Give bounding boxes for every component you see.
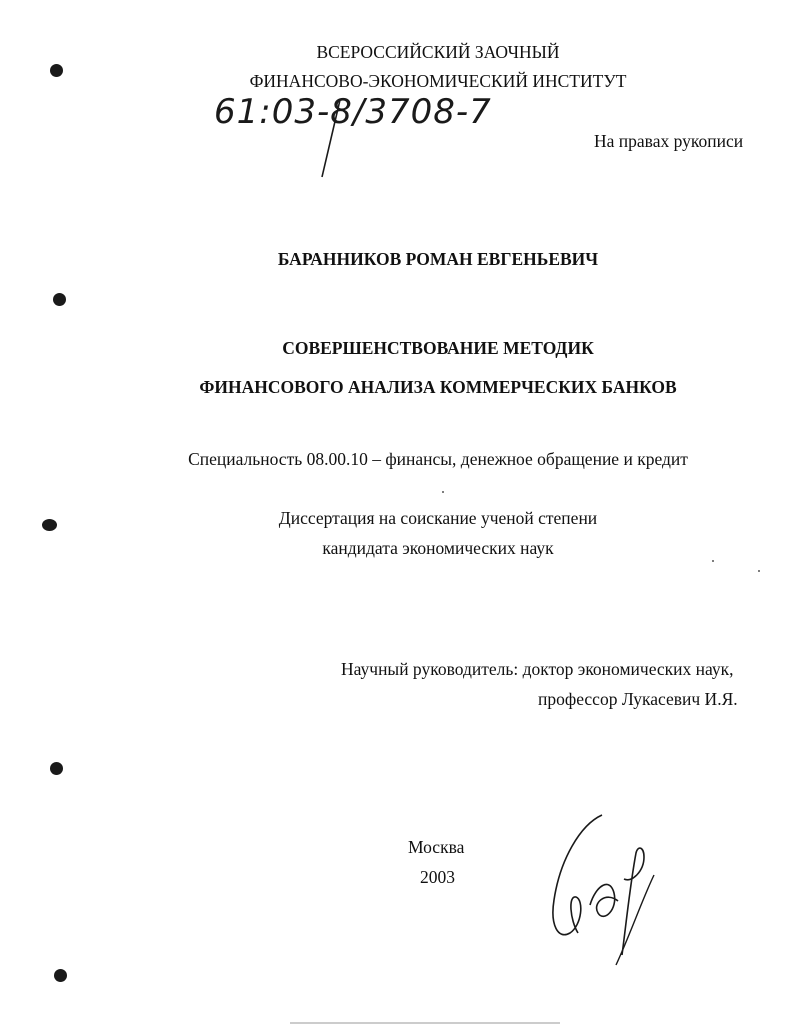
catalog-slash-stroke — [310, 95, 350, 185]
institute-name-line1: ВСЕРОССИЙСКИЙ ЗАОЧНЫЙ — [316, 42, 560, 62]
supervisor-line2: профессор Лукасевич И.Я. — [538, 689, 738, 709]
degree-line2: кандидата экономических наук — [322, 538, 554, 558]
city: Москва — [408, 837, 465, 857]
scan-speck — [758, 570, 760, 572]
thesis-title-line2: ФИНАНСОВОГО АНАЛИЗА КОММЕРЧЕСКИХ БАНКОВ — [199, 377, 677, 397]
degree-line1: Диссертация на соискание ученой степени — [278, 508, 598, 528]
year: 2003 — [420, 867, 455, 887]
page-bottom-edge — [0, 1020, 796, 1026]
institute-name-line2: ФИНАНСОВО-ЭКОНОМИЧЕСКИЙ ИНСТИТУТ — [249, 71, 627, 91]
rights-note: На правах рукописи — [594, 131, 744, 151]
punch-hole — [50, 762, 63, 775]
scan-speck — [442, 491, 444, 493]
author-name: БАРАННИКОВ РОМАН ЕВГЕНЬЕВИЧ — [277, 249, 599, 269]
punch-hole — [54, 969, 67, 982]
supervisor-line1: Научный руководитель: доктор экономических наук, — [341, 659, 734, 679]
scan-speck — [712, 560, 714, 562]
specialty-line: Специальность 08.00.10 – финансы, денежное обращение и кредит — [188, 449, 688, 469]
thesis-title-line1: СОВЕРШЕНСТВОВАНИЕ МЕТОДИК — [282, 338, 594, 358]
punch-hole — [53, 293, 66, 306]
catalog-number-handwritten: 61:03-8/3708-7 — [214, 92, 492, 132]
author-signature — [540, 805, 670, 980]
